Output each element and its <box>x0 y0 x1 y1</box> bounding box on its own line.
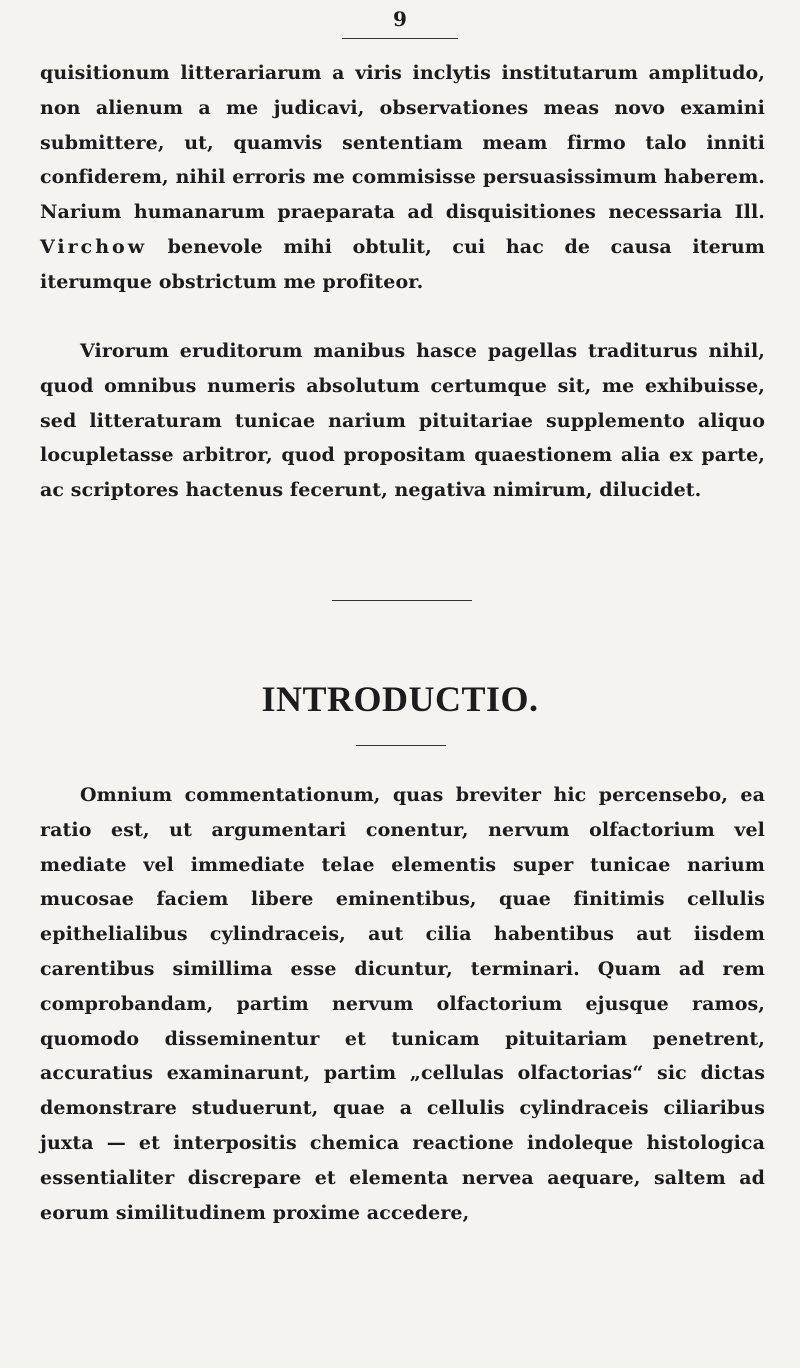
paragraph-preface-closing: Virorum eruditorum manibus hasce pagellas traditurus nihil, quod omnibus numeris absolutum certumque sit, me exhibuisse, sed litteraturam tunicae narium pituitariae supplemento aliquo locupletasse arbitror, quod propositam quaestionem alia ex parte, ac scriptores hactenus fecerunt, negativa nimirum, dilucidet. <box>40 340 765 502</box>
paragraph-continuation <box>40 56 765 300</box>
section-title: INTRODUCTIO. <box>261 679 539 719</box>
author-name: Virchow <box>40 235 148 258</box>
paragraph-text-end: benevole mihi obtulit, cui hac de causa iterum iterumque obstrictum me profiteor. <box>40 235 765 293</box>
paragraph-introduction: Omnium commentationum, quas breviter hic percensebo, ea ratio est, ut argumentari conentur, nervum olfactorium vel mediate vel immediate telae elementis super tunicae narium mucosae faciem libere eminentibus, quae finitimis cellulis epithelialibus cylindraceis, aut cilia habentibus aut iisdem carentibus simillima esse dicuntur, terminari. Quam ad rem comprobandam, partim nervum olfactorium ejusque ramos, quomodo disseminentur et tunicam pituitariam penetrent, accuratius examinarunt, partim „cellulas olfactorias“ sic dictas demonstrare studuerunt, quae a cellulis cylindraceis ciliaribus juxta — et interpositis chemica reactione indoleque histologica essentialiter discrepare et elementa nervea aequare, saltem ad eorum similitudinem proxime accedere, <box>40 784 765 1224</box>
section-divider-top <box>332 600 472 601</box>
section-divider-bottom <box>356 745 446 746</box>
page-number: 9 <box>393 7 407 31</box>
paragraph-text: quisitionum litterariarum a viris inclytis institutarum amplitudo, non alienum a me judicavi, observationes meas novo examini submittere, ut, quamvis sententiam meam firmo talo inniti confiderem, nihil erroris me commisisse persuasissimum haberem. Narium humanarum praeparata ad disquisitiones necessaria Ill. <box>40 62 765 224</box>
header-rule <box>342 38 458 39</box>
